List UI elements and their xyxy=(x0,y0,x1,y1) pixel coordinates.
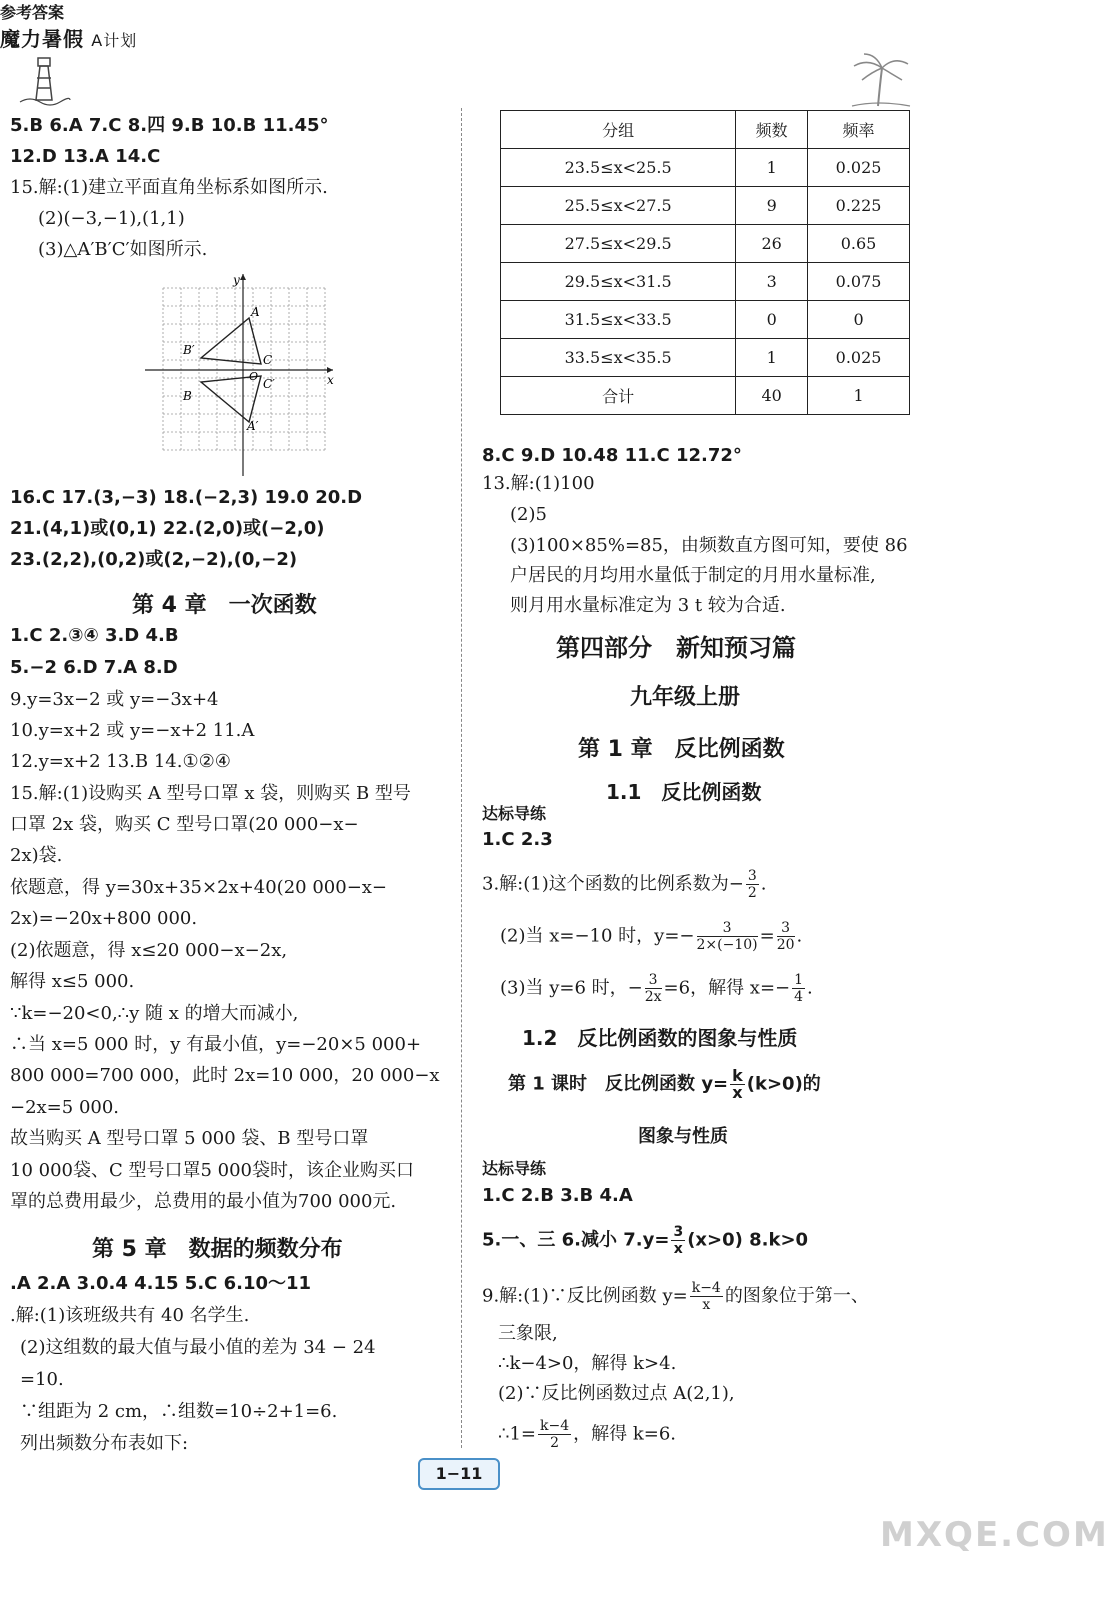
answer-line: (2)∵反比例函数过点 A(2,1), xyxy=(498,1383,735,1404)
table-cell: 26 xyxy=(736,225,808,263)
table-row xyxy=(501,339,910,377)
brand-plan: A计划 xyxy=(91,31,138,50)
table-header: 分组 xyxy=(501,111,736,149)
answer-line: 1.C 2.B 3.B 4.A xyxy=(482,1185,633,1206)
answer-line: 13.解:(1)100 xyxy=(482,473,595,494)
page-number: 1−11 xyxy=(418,1458,500,1490)
answer-line: 2x)袋. xyxy=(10,845,63,866)
text-fragment: 第 1 课时 反比例函数 y= xyxy=(508,1073,729,1095)
table-cell: 23.5≤x<25.5 xyxy=(501,149,736,187)
table-cell: 9 xyxy=(736,187,808,225)
answer-line: 12.D 13.A 14.C xyxy=(10,146,161,167)
answer-line xyxy=(500,920,802,953)
answer-line: ∵k=−20<0,∴y 随 x 的增大而减小, xyxy=(10,1003,299,1024)
axis-label-y: y xyxy=(233,273,240,287)
answer-line: 10 000袋、C 型号口罩5 000袋时，该企业购买口 xyxy=(10,1160,415,1181)
numerator: k−4 xyxy=(540,1418,570,1434)
text-fragment: ，解得 k=6. xyxy=(573,1423,677,1445)
table-total-row xyxy=(501,377,910,415)
header-answer-title: 参考答案 xyxy=(0,3,65,22)
denominator: x xyxy=(702,1297,711,1313)
answer-line: 15.解:(1)建立平面直角坐标系如图所示. xyxy=(10,177,328,198)
grade-heading: 九年级上册 xyxy=(630,685,741,710)
answer-line: 800 000=700 000，此时 2x=10 000，20 000−x xyxy=(10,1065,440,1086)
denominator: 2 xyxy=(747,885,757,901)
answer-line: 12.y=x+2 13.B 14.①②④ xyxy=(10,751,231,772)
denominator: 20 xyxy=(776,937,795,953)
answer-line: 依题意，得 y=30x+35×2x+40(20 000−x− xyxy=(10,877,388,898)
fraction xyxy=(746,868,759,901)
chapter-5-heading: 第 5 章 数据的频数分布 xyxy=(92,1237,343,1262)
part-4-heading: 第四部分 新知预习篇 xyxy=(556,634,796,662)
table-row xyxy=(501,301,910,339)
fraction xyxy=(645,972,662,1005)
answer-line: (3)100×85%=85，由频数直方图可知，要使 86 xyxy=(510,535,908,556)
denominator: 2 xyxy=(550,1435,560,1451)
table-cell: 0.025 xyxy=(808,339,910,377)
watermark: MXQE.COM xyxy=(880,1515,1109,1555)
numerator: 3 xyxy=(697,920,758,937)
text-fragment: . xyxy=(796,925,803,947)
table-cell: 29.5≤x<31.5 xyxy=(501,263,736,301)
answer-line xyxy=(482,868,766,901)
table-cell: 1 xyxy=(736,339,808,377)
fraction xyxy=(671,1224,685,1257)
header-brand xyxy=(0,23,1072,52)
text-fragment: 9.解:(1)∵反比例函数 y= xyxy=(482,1285,688,1307)
fraction xyxy=(697,920,758,953)
axis-label-x: x xyxy=(327,373,334,387)
answer-line: =10. xyxy=(20,1369,64,1390)
answer-line: −2x=5 000. xyxy=(10,1097,120,1118)
table-cell: 25.5≤x<27.5 xyxy=(501,187,736,225)
answer-line: 21.(4,1)或(0,1) 22.(2,0)或(−2,0) xyxy=(10,518,325,539)
answer-line xyxy=(482,1280,869,1313)
numerator: 3 xyxy=(777,920,795,937)
answer-line: ∵组距为 2 cm，∴组数=10÷2+1=6. xyxy=(20,1401,338,1422)
lesson-subheading: 图象与性质 xyxy=(638,1126,728,1147)
section-1-1-heading: 1.1 反比例函数 xyxy=(606,780,762,804)
table-row xyxy=(501,225,910,263)
coordinate-grid-figure xyxy=(145,272,345,476)
lesson-heading xyxy=(508,1068,821,1101)
answer-line: 1.C 2.3 xyxy=(482,829,553,850)
answer-line: 23.(2,2),(0,2)或(2,−2),(0,−2) xyxy=(10,549,298,570)
table-cell: 合计 xyxy=(501,377,736,415)
point-label-c-prime: C′ xyxy=(263,377,275,391)
answer-line: 则月用水量标准定为 3 t 较为合适. xyxy=(510,595,786,616)
answer-line: 罩的总费用最少，总费用的最小值为700 000元. xyxy=(10,1191,397,1212)
table-row xyxy=(501,187,910,225)
answer-line: 列出频数分布表如下: xyxy=(20,1433,189,1454)
frequency-table xyxy=(500,110,910,415)
table-header-row xyxy=(501,111,910,149)
numerator: 3 xyxy=(673,1224,684,1240)
numerator: k−4 xyxy=(691,1280,721,1296)
answer-line: 口罩 2x 袋，购买 C 型号口罩(20 000−x− xyxy=(10,814,359,835)
text-fragment: (k>0)的 xyxy=(746,1073,821,1095)
text-fragment: (2)当 x=−10 时，y=− xyxy=(500,925,695,947)
denominator: 2x xyxy=(644,989,662,1005)
text-fragment: (x>0) 8.k>0 xyxy=(687,1229,809,1251)
point-label-a-prime: A′ xyxy=(247,419,259,433)
answer-line: 9.y=3x−2 或 y=−3x+4 xyxy=(10,689,219,710)
table-cell: 0 xyxy=(736,301,808,339)
answer-line: 16.C 17.(3,−3) 18.(−2,3) 19.0 20.D xyxy=(10,487,363,508)
point-label-b: B xyxy=(183,389,192,403)
table-cell: 27.5≤x<29.5 xyxy=(501,225,736,263)
text-fragment: =6，解得 x=− xyxy=(663,977,791,999)
denominator: x xyxy=(673,1241,683,1257)
answer-line: (2)依题意，得 x≤20 000−x−2x, xyxy=(10,940,288,961)
answer-line: 2x)=−20x+800 000. xyxy=(10,908,198,929)
point-label-c: C xyxy=(263,353,273,367)
answer-line xyxy=(498,1418,676,1451)
answer-line xyxy=(500,972,813,1005)
numerator: 3 xyxy=(645,972,662,989)
denominator: x xyxy=(732,1083,743,1102)
answer-line: 三象限, xyxy=(498,1323,558,1344)
answer-line: (3)△A′B′C′如图所示. xyxy=(38,239,208,260)
table-cell: 0 xyxy=(808,301,910,339)
table-cell: 3 xyxy=(736,263,808,301)
text-fragment: . xyxy=(807,977,813,999)
point-label-a: A xyxy=(251,305,260,319)
denominator: 4 xyxy=(794,989,804,1005)
fraction xyxy=(538,1418,571,1451)
table-cell: 0.075 xyxy=(808,263,910,301)
answer-line: 15.解:(1)设购买 A 型号口罩 x 袋，则购买 B 型号 xyxy=(10,783,411,804)
brand-name: 魔力暑假 xyxy=(0,27,84,51)
answer-line: 10.y=x+2 或 y=−x+2 11.A xyxy=(10,720,255,741)
answer-line: (2)这组数的最大值与最小值的差为 34 − 24 xyxy=(20,1337,376,1358)
answer-line: .解:(1)该班级共有 40 名学生. xyxy=(10,1305,250,1326)
origin-label: O xyxy=(249,370,259,383)
numerator: 1 xyxy=(794,972,804,988)
fraction xyxy=(777,920,795,953)
lighthouse-icon xyxy=(18,52,70,106)
table-row xyxy=(501,263,910,301)
chapter-1-heading: 第 1 章 反比例函数 xyxy=(578,737,785,762)
text-fragment: . xyxy=(760,873,767,895)
table-cell: 31.5≤x<33.5 xyxy=(501,301,736,339)
text-fragment: 的图象位于第一、 xyxy=(724,1285,869,1307)
answer-line: ∴k−4>0，解得 k>4. xyxy=(498,1353,677,1374)
table-cell: 0.025 xyxy=(808,149,910,187)
answer-line: 1.C 2.③④ 3.D 4.B xyxy=(10,625,179,646)
fraction xyxy=(690,1280,723,1313)
answer-line: 解得 x≤5 000. xyxy=(10,971,135,992)
denominator: 2×(−10) xyxy=(696,937,758,953)
answer-line: (2)(−3,−1),(1,1) xyxy=(38,208,185,229)
answer-line: (2)5 xyxy=(510,504,547,525)
table-cell: 0.65 xyxy=(808,225,910,263)
practice-tag: 达标导练 xyxy=(482,1159,547,1178)
answer-line xyxy=(482,1224,808,1257)
fraction xyxy=(730,1068,745,1101)
practice-tag: 达标导练 xyxy=(482,804,547,823)
answer-line: ∴当 x=5 000 时，y 有最小值，y=−20×5 000+ xyxy=(10,1034,422,1055)
palm-tree-icon xyxy=(848,50,912,108)
section-1-2-heading: 1.2 反比例函数的图象与性质 xyxy=(522,1026,798,1050)
answer-line: 5.−2 6.D 7.A 8.D xyxy=(10,657,178,678)
numerator: 3 xyxy=(747,868,757,884)
chapter-4-heading: 第 4 章 一次函数 xyxy=(132,593,317,618)
answer-line: 5.B 6.A 7.C 8.四 9.B 10.B 11.45° xyxy=(10,115,329,136)
table-cell: 40 xyxy=(736,377,808,415)
table-header: 频率 xyxy=(808,111,910,149)
text-fragment: 3.解:(1)这个函数的比例系数为− xyxy=(482,873,744,895)
fraction xyxy=(792,972,805,1005)
text-fragment: 5.一、三 6.减小 7.y= xyxy=(482,1229,670,1251)
table-cell: 1 xyxy=(736,149,808,187)
column-divider xyxy=(461,108,462,1448)
table-cell: 1 xyxy=(808,377,910,415)
table-cell: 33.5≤x<35.5 xyxy=(501,339,736,377)
table-header: 频数 xyxy=(736,111,808,149)
numerator: k xyxy=(732,1066,743,1085)
table-row xyxy=(501,149,910,187)
answer-line: 户居民的月均用水量低于制定的月用水量标准, xyxy=(510,565,876,586)
answer-line: 故当购买 A 型号口罩 5 000 袋、B 型号口罩 xyxy=(10,1128,369,1149)
text-fragment: = xyxy=(759,925,775,947)
answer-line: .A 2.A 3.0.4 4.15 5.C 6.10～11 xyxy=(10,1273,312,1294)
point-label-b-prime: B′ xyxy=(183,343,195,357)
text-fragment: (3)当 y=6 时，− xyxy=(500,977,643,999)
text-fragment: ∴1= xyxy=(498,1423,536,1445)
table-cell: 0.225 xyxy=(808,187,910,225)
answer-line: 8.C 9.D 10.48 11.C 12.72° xyxy=(482,445,742,466)
